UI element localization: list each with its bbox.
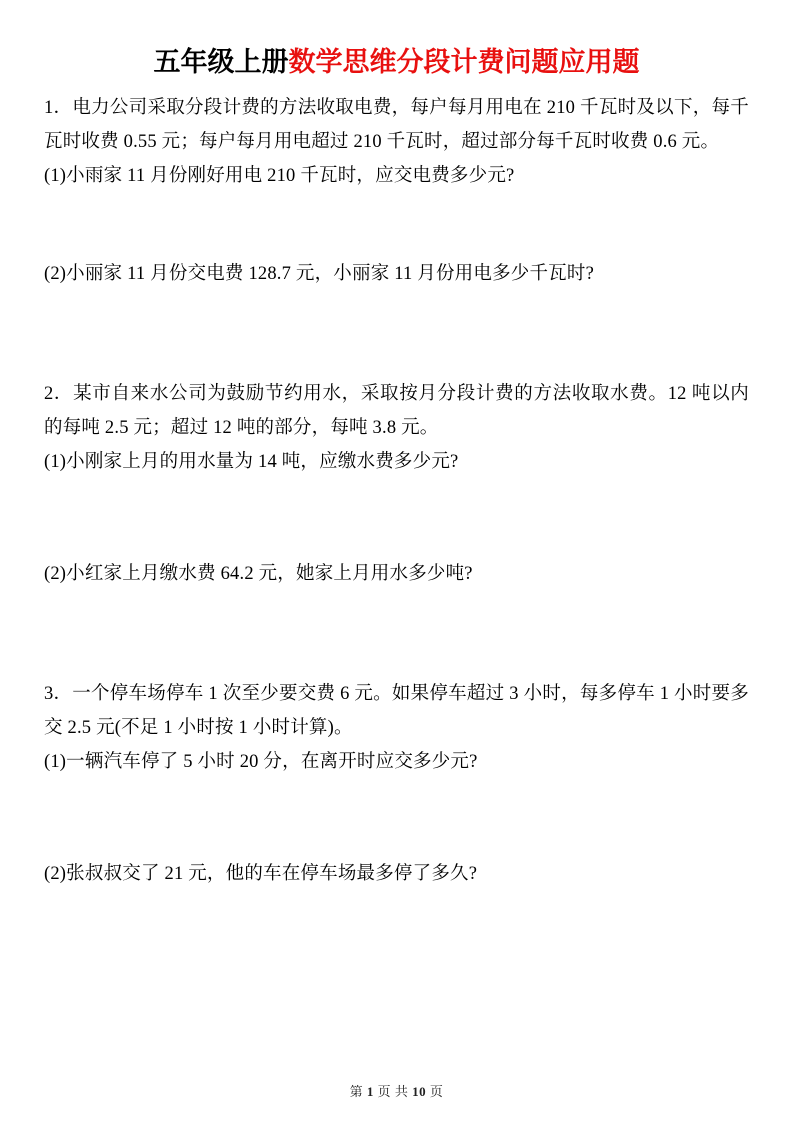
problem-1-stem: 1．电力公司采取分段计费的方法收取电费，每户每月用电在 210 千瓦时及以下，每千瓦时收费 0.55 元；每户每月用电超过 210 千瓦时，超过部分每千瓦时收费 0.6 元。 — [44, 98, 749, 152]
answer-space-3-1 — [44, 779, 749, 857]
footer-current-page: 1 — [366, 1084, 374, 1099]
answer-space-1-1 — [44, 193, 749, 257]
page-title — [44, 40, 749, 79]
problem-2 — [44, 377, 749, 677]
problem-2-part-1: (1)小刚家上月的用水量为 14 吨，应缴水费多少元? — [44, 452, 459, 472]
problem-3 — [44, 677, 749, 891]
page-footer — [0, 1081, 793, 1100]
problem-list — [44, 91, 749, 891]
problem-1 — [44, 91, 749, 377]
footer-middle: 页 共 — [377, 1084, 409, 1099]
answer-space-1-2 — [44, 291, 749, 377]
footer-prefix: 第 — [349, 1084, 364, 1099]
problem-3-part-2: (2)张叔叔交了 21 元，他的车在停车场最多停了多久? — [44, 864, 478, 884]
problem-1-part-1: (1)小雨家 11 月份刚好用电 210 千瓦时，应交电费多少元? — [44, 166, 515, 186]
problem-1-part-2: (2)小丽家 11 月份交电费 128.7 元，小丽家 11 月份用电多少千瓦时? — [44, 264, 594, 284]
answer-space-2-2 — [44, 591, 749, 677]
footer-total-pages: 10 — [412, 1084, 427, 1099]
problem-2-part-2: (2)小红家上月缴水费 64.2 元，她家上月用水多少吨? — [44, 564, 473, 584]
problem-3-stem: 3．一个停车场停车 1 次至少要交费 6 元。如果停车超过 3 小时，每多停车 1 小时要多交 2.5 元(不足 1 小时按 1 小时计算)。 — [44, 684, 749, 738]
answer-space-2-1 — [44, 479, 749, 557]
footer-suffix: 页 — [429, 1084, 444, 1099]
problem-3-part-1: (1)一辆汽车停了 5 小时 20 分，在离开时应交多少元? — [44, 752, 478, 772]
page-title-grade: 五年级上册 — [153, 47, 289, 77]
page-title-subject: 数学思维分段计费问题应用题 — [288, 47, 640, 77]
problem-2-stem: 2．某市自来水公司为鼓励节约用水，采取按月分段计费的方法收取水费。12 吨以内的每吨 2.5 元；超过 12 吨的部分，每吨 3.8 元。 — [44, 384, 749, 438]
